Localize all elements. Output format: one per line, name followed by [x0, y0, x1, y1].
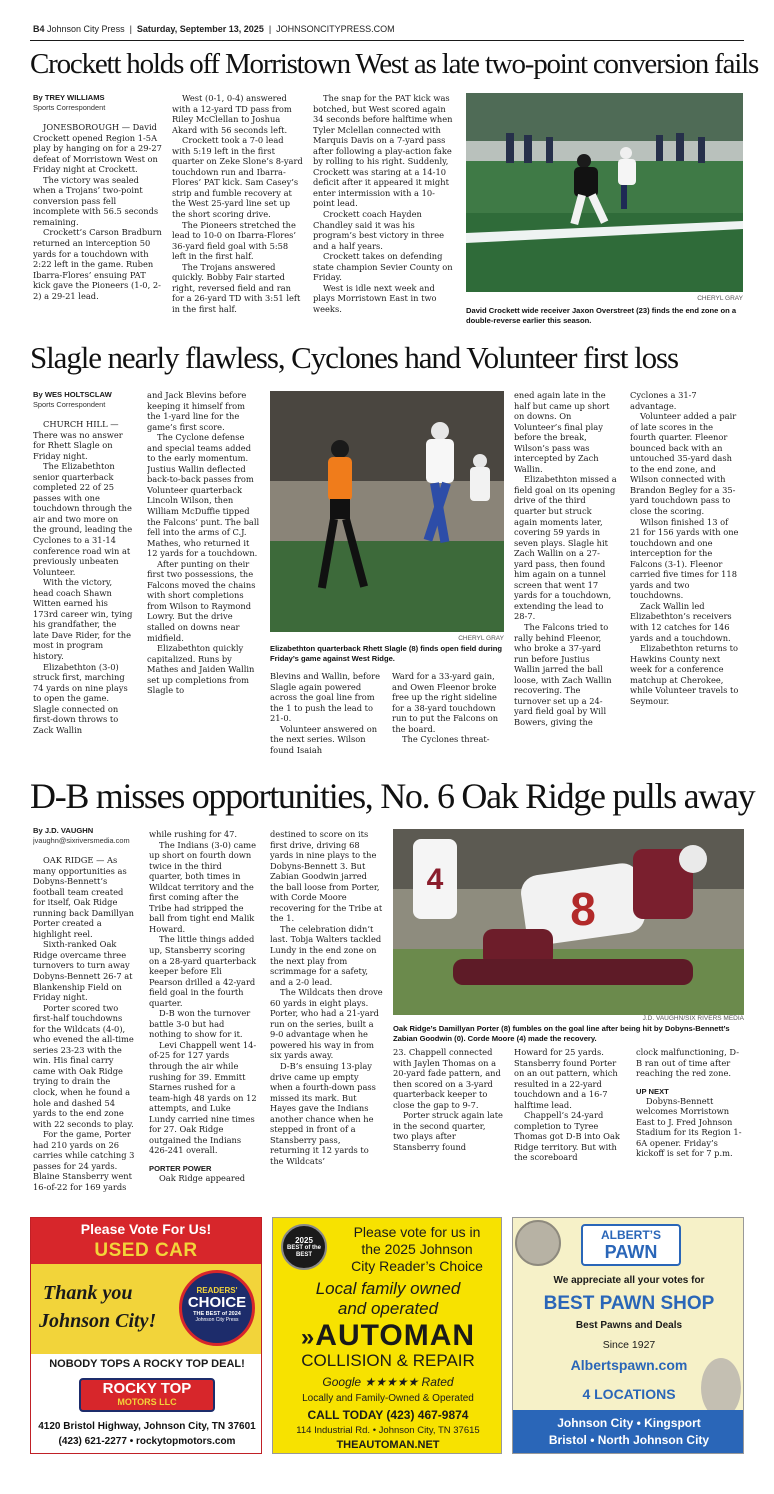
ad2-call[interactable]: CALL TODAY (423) 467-9874 [307, 1408, 469, 1422]
paragraph: JONESBOROUGH — David Crockett opened Region 1-5A play by hanging on for a 29-27 defeat of Morristown West on Friday night at Crockett. [33, 122, 162, 175]
ad2-local: Locally and Family-Owned & Operated [302, 1393, 474, 1404]
paragraph: Crockett takes on defending state champion Sevier County on Friday. [313, 251, 453, 283]
paragraph: The little things added up, Stansberry scoring on a 28-yard quarterback keeper before Eli Pearson drilled a 42-yard field goal in the fourth quarter. [149, 934, 257, 1008]
paragraph: Cyclones a 31-7 advantage. [630, 390, 697, 411]
ad1-address: 4120 Bristol Highway, Johnson City, TN 37601 [38, 1421, 256, 1432]
story2-byline: By WES HOLTSCLAW [33, 390, 112, 399]
rocky-top-logo [79, 1378, 215, 1412]
paragraph: Elizabethton missed a field goal on its opening drive of the third quarter but struck again moments later, covering 59 yards in seven plays. Slagle hit Zach Wallin on a 27-yard pass, then found him again on a tunnel screen that went 17 yards for a touchdown, extending the lead to 28-7. [514, 474, 617, 622]
ad2-vote [331, 1224, 502, 1275]
ad1-banner: USED CAR [31, 1238, 261, 1291]
paragraph: destined to score on its first drive, driving 68 yards in nine plays to the Dobyns-Bennett 3. But Zabian Goodwin jarred the ball loose from Porter, with Corde Moore recovering for the Tribe at the 1. [270, 829, 383, 924]
paragraph: Elizabethton quickly capitalized. Runs by Mathes and Jaiden Wallin set up completions from Slagle to [147, 643, 255, 696]
readers-choice-badge [179, 1270, 255, 1346]
paragraph: The Indians (3-0) came up short on fourth down twice in the third quarter, both times in Wildcat territory and the first coming after the Tribe had stripped the ball from tight end Malik Howard. [149, 839, 257, 934]
ad-automan[interactable] [272, 1217, 502, 1454]
story2-photo [270, 391, 504, 632]
ad3-since: Since 1927 [602, 1339, 656, 1351]
story3-col2 [149, 829, 257, 1206]
automan-logo [273, 1321, 502, 1353]
story3-col5 [514, 1047, 624, 1207]
paragraph: 23. Chappell connected with Jaylen Thomas on a 20-yard fade pattern, and then scored on a 3-yard quarterback keeper to close the gap to 9-7. [393, 1047, 501, 1110]
story3-col6 [636, 1047, 744, 1207]
story1-byline: By TREY WILLIAMS [33, 93, 105, 102]
badge-sub: THE BEST of 2024 [193, 1311, 241, 1317]
page-number: B4 [33, 24, 45, 34]
paragraph: The Pioneers stretched the lead to 10-0 on Ibarra-Flores’ 36-yard field goal with 5:58 left in the first half. [172, 219, 297, 262]
paragraph: D-B’s ensuing 13-play drive came up empty when a fourth-down pass missed its mark. But Hayes gave the Indians another chance when he stepped in front of a Stansberry pass, returning it 12 yards to the Wildcats’ [270, 1061, 376, 1166]
paragraph: Volunteer answered on the next series. Wilson found Isaiah [270, 723, 378, 755]
ad-alberts-pawn[interactable] [512, 1217, 744, 1454]
ad1-thanks1: Thank you [43, 1282, 133, 1304]
ad1-thanks-panel [31, 1264, 262, 1354]
story3-caption: Oak Ridge’s Damillyan Porter (8) fumbles on the goal line after being hit by Dobyns-Bennett’s Zabian Goodwin (0). Corde Moore (4) made the recovery. [393, 1024, 730, 1043]
paragraph: while rushing for 47. [149, 829, 238, 839]
paragraph: and Jack Blevins before keeping it himself from the 1-yard line for the game’s first score. [147, 390, 247, 432]
paragraph: Crockett coach Hayden Chandley said it was his program’s best victory in three and a half years. [313, 209, 445, 251]
paragraph: West is idle next week and plays Morristown East in two weeks. [313, 282, 437, 314]
ad2-address: 114 Industrial Rd. • Johnson City, TN 37615 [296, 1425, 480, 1436]
vote-line1: Please vote for us in [353, 1224, 481, 1240]
paragraph: For the game, Porter had 210 yards on 26 carries while catching 3 passes for 24 yards. Blaine Stansberry went 16-of-22 for 169 yards [33, 1129, 135, 1192]
ad-rocky-top[interactable] [30, 1217, 262, 1454]
paragraph: Chappell’s 24-yard completion to Tyree Thomas got D-B into Oak Ridge territory. But with the scoreboard [514, 1110, 620, 1163]
badge-main: CHOICE [187, 1294, 247, 1311]
story2-caption: Elizabethton quarterback Rhett Slagle (8) finds open field during Friday’s game against West Ridge. [270, 644, 503, 663]
script-line2: and operated [337, 1299, 439, 1318]
ad1-top: Please Vote For Us! [31, 1218, 261, 1238]
logo-text: AUTOMAN [315, 1319, 476, 1352]
paragraph: Levi Chappell went 14-of-25 for 127 yards through the air while rushing for 39. Emmitt Starnes rushed for a team-high 48 yards on 12 attempts, and Luke Lundy carried nine times for 27. Oak Ridge outgained the Indians 426-241 overall. [149, 1039, 257, 1156]
vote-line2: the 2025 Johnson [361, 1241, 473, 1257]
logo-line2: PAWN [604, 1242, 658, 1262]
story3-col3 [270, 829, 383, 1206]
paragraph: The celebration didn’t last. Tobja Walters tackled Lundy in the end zone on the next play from scrimmage for a safety, and a 2-0 lead. [270, 923, 382, 987]
logo-line1: ROCKY TOP [102, 1380, 192, 1397]
coin-icon [515, 1220, 561, 1266]
folio-rule [30, 40, 744, 41]
paragraph: OAK RIDGE — As many opportunities as Dobyns-Bennett’s football team created for itself, Oak Ridge running back Damillyan Porter created a highlight reel. [33, 855, 134, 939]
ad1-thanks2: Johnson City! [39, 1310, 157, 1332]
story2-col5 [514, 390, 617, 767]
story2-col2 [147, 390, 260, 760]
story2-col6 [630, 390, 740, 767]
story2-col4 [392, 671, 504, 767]
paragraph: Zack Wallin led Elizabethton’s receivers with 12 catches for 146 yards and a touchdown. [630, 600, 732, 643]
story1-caption: David Crockett wide receiver Jaxon Overstreet (23) finds the end zone on a double-reverse earlier this season. [466, 306, 737, 325]
paragraph: Blevins and Wallin, before Slagle again powered across the goal line from the 1 to push the lead to 21-0. [270, 671, 380, 724]
paragraph: Wilson finished 13 of 21 for 156 yards with one touchdown and one interception for the Falcons (3-1). Fleenor carried five times for 118 yards and two touchdowns. [630, 516, 739, 601]
logo-line2: MOTORS LLC [117, 1397, 177, 1407]
cities-line2: Bristol • North Johnson City [548, 1433, 710, 1447]
badge-top: READERS' [196, 1286, 238, 1295]
paragraph: Howard for 25 yards. Stansberry found Porter on an out pattern, which resulted in a 22-yard touchdown and a 16-7 halftime lead. [514, 1047, 618, 1110]
paragraph: Oak Ridge appeared [159, 1172, 246, 1183]
svg-text:8: 8 [570, 883, 596, 935]
paragraph: The snap for the PAT kick was botched, but West scored again 34 seconds before halftime when Tyler Mclellan connected with Marquis Davis on a 7-yard pass after following a play-action fake by rolling to his right. Suddenly, Crockett was staring at a 14-10 deficit after it appeared it might enter intermission with a 10-point lead. [313, 93, 453, 209]
issue-date: Saturday, September 13, 2025 [136, 24, 264, 34]
story1-headline: Crockett holds off Morristown West as late two-point conversion fails [30, 48, 759, 80]
paragraph: The victory was sealed when a Trojans’ two-point conversion pass fell incomplete with 56.5 seconds remaining. [33, 174, 159, 227]
ad3-best: BEST PAWN SHOP [543, 1293, 715, 1314]
paragraph: With the victory, head coach Shawn Witten earned his 173rd career win, tying his grandfather, the late Dave Rider, for the most in program history. [33, 577, 133, 662]
badge-small: Johnson City Press [195, 1317, 239, 1323]
story2-col1 [33, 390, 133, 760]
paragraph: The Falcons tried to rally behind Fleenor, who broke a 37-yard run before Justius Wallin jarred the ball loose, with Zach Wallin recovering. The turnover set up a 24-yard field goal by Will Bowers, giving the [514, 622, 612, 727]
ad3-web[interactable]: Albertspawn.com [570, 1357, 688, 1373]
story3-byline: By J.D. VAUGHN [33, 826, 94, 835]
paragraph: Porter scored two first-half touchdowns for the Wildcats (4-0), who evened the all-time series 23-23 with the win. His final carry came with Oak Ridge trying to drain the clock, when he found a hole and dashed 54 yards to the end zone with 22 seconds to play. [33, 1002, 134, 1129]
paragraph: The Elizabethton senior quarterback completed 22 of 25 passes with one touchdown through the air and two more on the ground, leading the Cyclones to a 31-14 conference road win at previously unbeaten Volunteer. [33, 461, 133, 577]
svg-text:4: 4 [426, 863, 444, 896]
story2-headline: Slagle nearly flawless, Cyclones hand Volunteer first loss [30, 340, 678, 375]
chevron-icon: » [300, 1324, 316, 1351]
story3-photo-credit: J.D. VAUGHN/SIX RIVERS MEDIA [642, 1015, 744, 1022]
paragraph: The Cyclone defense and special teams added to the early momentum. Justius Wallin deflected back-to-back passes from Volunteer quarterback Lincoln Wilson, then William McDuffie tipped the Falcons’ punt. The ball fell into the arms of C.J. Mathes, who returned it 12 yards for a touchdown. [147, 432, 260, 559]
paper-site: JOHNSONCITYPRESS.COM [276, 24, 395, 34]
ad3-deals: Best Pawns and Deals [575, 1320, 683, 1331]
paragraph: West (0-1, 0-4) answered with a 12-yard TD pass from Riley McClellan to Joshua Akard with 56 seconds left. [172, 93, 292, 135]
paragraph: CHURCH HILL — There was no answer for Rhett Slagle on Friday night. [33, 419, 123, 461]
paragraph: Sixth-ranked Oak Ridge overcame three turnovers to turn away Dobyns-Bennett 26-7 at Blankenship Field on Friday night. [33, 939, 133, 1003]
paragraph: Crockett took a 7-0 lead with 5:19 left in the first quarter on Zeke Slone’s 8-yard touchdown run and Ibarra-Flores’ PAT kick. Sam Casey’s strip and fumble recovery at the West 25-yard line set up the short scoring drive. [172, 135, 303, 220]
story1-role: Sports Correspondent [33, 103, 106, 112]
seal-text: BEST of the BEST [287, 1245, 321, 1258]
subhead: UP NEXT [636, 1086, 669, 1096]
ad3-appreciate: We appreciate all your votes for [553, 1275, 705, 1286]
ad2-logo-sub: COLLISION & REPAIR [301, 1351, 475, 1370]
ad2-script [273, 1279, 502, 1319]
vote-line3: City Reader’s Choice [351, 1258, 483, 1274]
paragraph: Crockett’s Carson Bradburn returned an interception 50 yards for a touchdown with 2:22 left in the game. Ruben Ibarra-Flores’ ensuing PAT kick gave the Pioneers (1-0, 2-2) a 29-21 lead. [33, 227, 162, 301]
ad1-contact[interactable]: (423) 621-2277 • rockytopmotors.com [58, 1436, 236, 1447]
paragraph: Ward for a 33-yard gain, and Owen Fleenor broke free up the right sideline for a 38-yard touchdown run to put the Falcons on the board. [392, 671, 499, 734]
story1-col3 [313, 93, 453, 333]
paragraph: The Trojans answered quickly. Bobby Fair started right, reversed field and ran for a 26-yard TD with 3:51 left in the first half. [172, 261, 301, 314]
paper-name: Johnson City Press [47, 24, 125, 34]
story3-photo [393, 829, 744, 1015]
ad2-google: Google ★★★★★ Rated [322, 1375, 454, 1389]
ad3-locations: 4 LOCATIONS [582, 1386, 676, 1402]
story2-col3 [270, 671, 382, 767]
ad3-cities-bar [513, 1410, 744, 1454]
story3-headline: D-B misses opportunities, No. 6 Oak Ridge pulls away [30, 776, 755, 816]
story3-col1 [33, 826, 136, 1206]
alberts-logo [581, 1224, 681, 1266]
paragraph: D-B won the turnover battle 3-0 but had nothing to show for it. [149, 1008, 251, 1040]
seal-year: 2025 [295, 1236, 313, 1245]
subhead: PORTER POWER [149, 1163, 212, 1173]
story1-col1 [33, 93, 163, 333]
logo-line1: ALBERT’S [601, 1228, 661, 1242]
ad2-web[interactable]: THEAUTOMAN.NET [336, 1439, 440, 1451]
paragraph: Elizabethton returns to Hawkins County next week for a conference matchup at Cherokee, while Volunteer travels to Seymour. [630, 643, 739, 706]
paragraph: After punting on their first two possessions, the Falcons moved the chains with short completions from Wilson to Raymond Lowry. But the drive stalled on downs near midfield. [147, 558, 256, 643]
best-of-seal [281, 1224, 327, 1270]
paragraph: Volunteer added a pair of late scores in the fourth quarter. Fleenor bounced back with an untouched 35-yard dash to the end zone, and Wilson connected with Brandon Begley for a 35-yard touchdown pass to close the scoring. [630, 411, 737, 517]
cities-line1: Johnson City • Kingsport [557, 1416, 701, 1430]
paragraph: ened again late in the half but came up short on downs. On Volunteer’s final play before the break, Wilson’s pass was intercepted by Zach Wallin. [514, 390, 610, 474]
paragraph: The Wildcats then drove 60 yards in eight plays. Porter, who had a 21-yard run on the series, built a 9-0 advantage when he powered his way in from six yards away. [270, 987, 383, 1061]
page-folio: B4 Johnson City Press | Saturday, September 13, 2025 | JOHNSONCITYPRESS.COM [33, 24, 395, 34]
paragraph: Elizabethton (3-0) struck first, marching 74 yards on nine plays to open the game. Slagle connected on first-down throws to Zack Wallin [33, 661, 128, 735]
story1-photo [466, 93, 743, 292]
paragraph: The Cyclones threat- [402, 734, 490, 745]
story3-col4 [393, 1047, 503, 1207]
paragraph: clock malfunctioning, D-B ran out of time after reaching the red zone. [636, 1047, 739, 1079]
story3-role: jvaughn@sixriversmedia.com [33, 836, 130, 845]
ad1-tagline: NOBODY TOPS A ROCKY TOP DEAL! [49, 1358, 245, 1370]
story2-photo-credit: CHERYL GRAY [458, 635, 504, 642]
story1-photo-credit: CHERYL GRAY [697, 295, 743, 302]
story2-role: Sports Correspondent [33, 400, 106, 409]
story1-col2 [172, 93, 303, 333]
script-line1: Local family owned [315, 1279, 461, 1298]
paragraph: Dobyns-Bennett welcomes Morristown East to J. Fred Johnson Stadium for its Region 1-6A opener. Friday’s kickoff is set for 7 p.m. [636, 1095, 742, 1159]
paragraph: Porter struck again late in the second quarter, two plays after Stansberry found [393, 1110, 503, 1152]
